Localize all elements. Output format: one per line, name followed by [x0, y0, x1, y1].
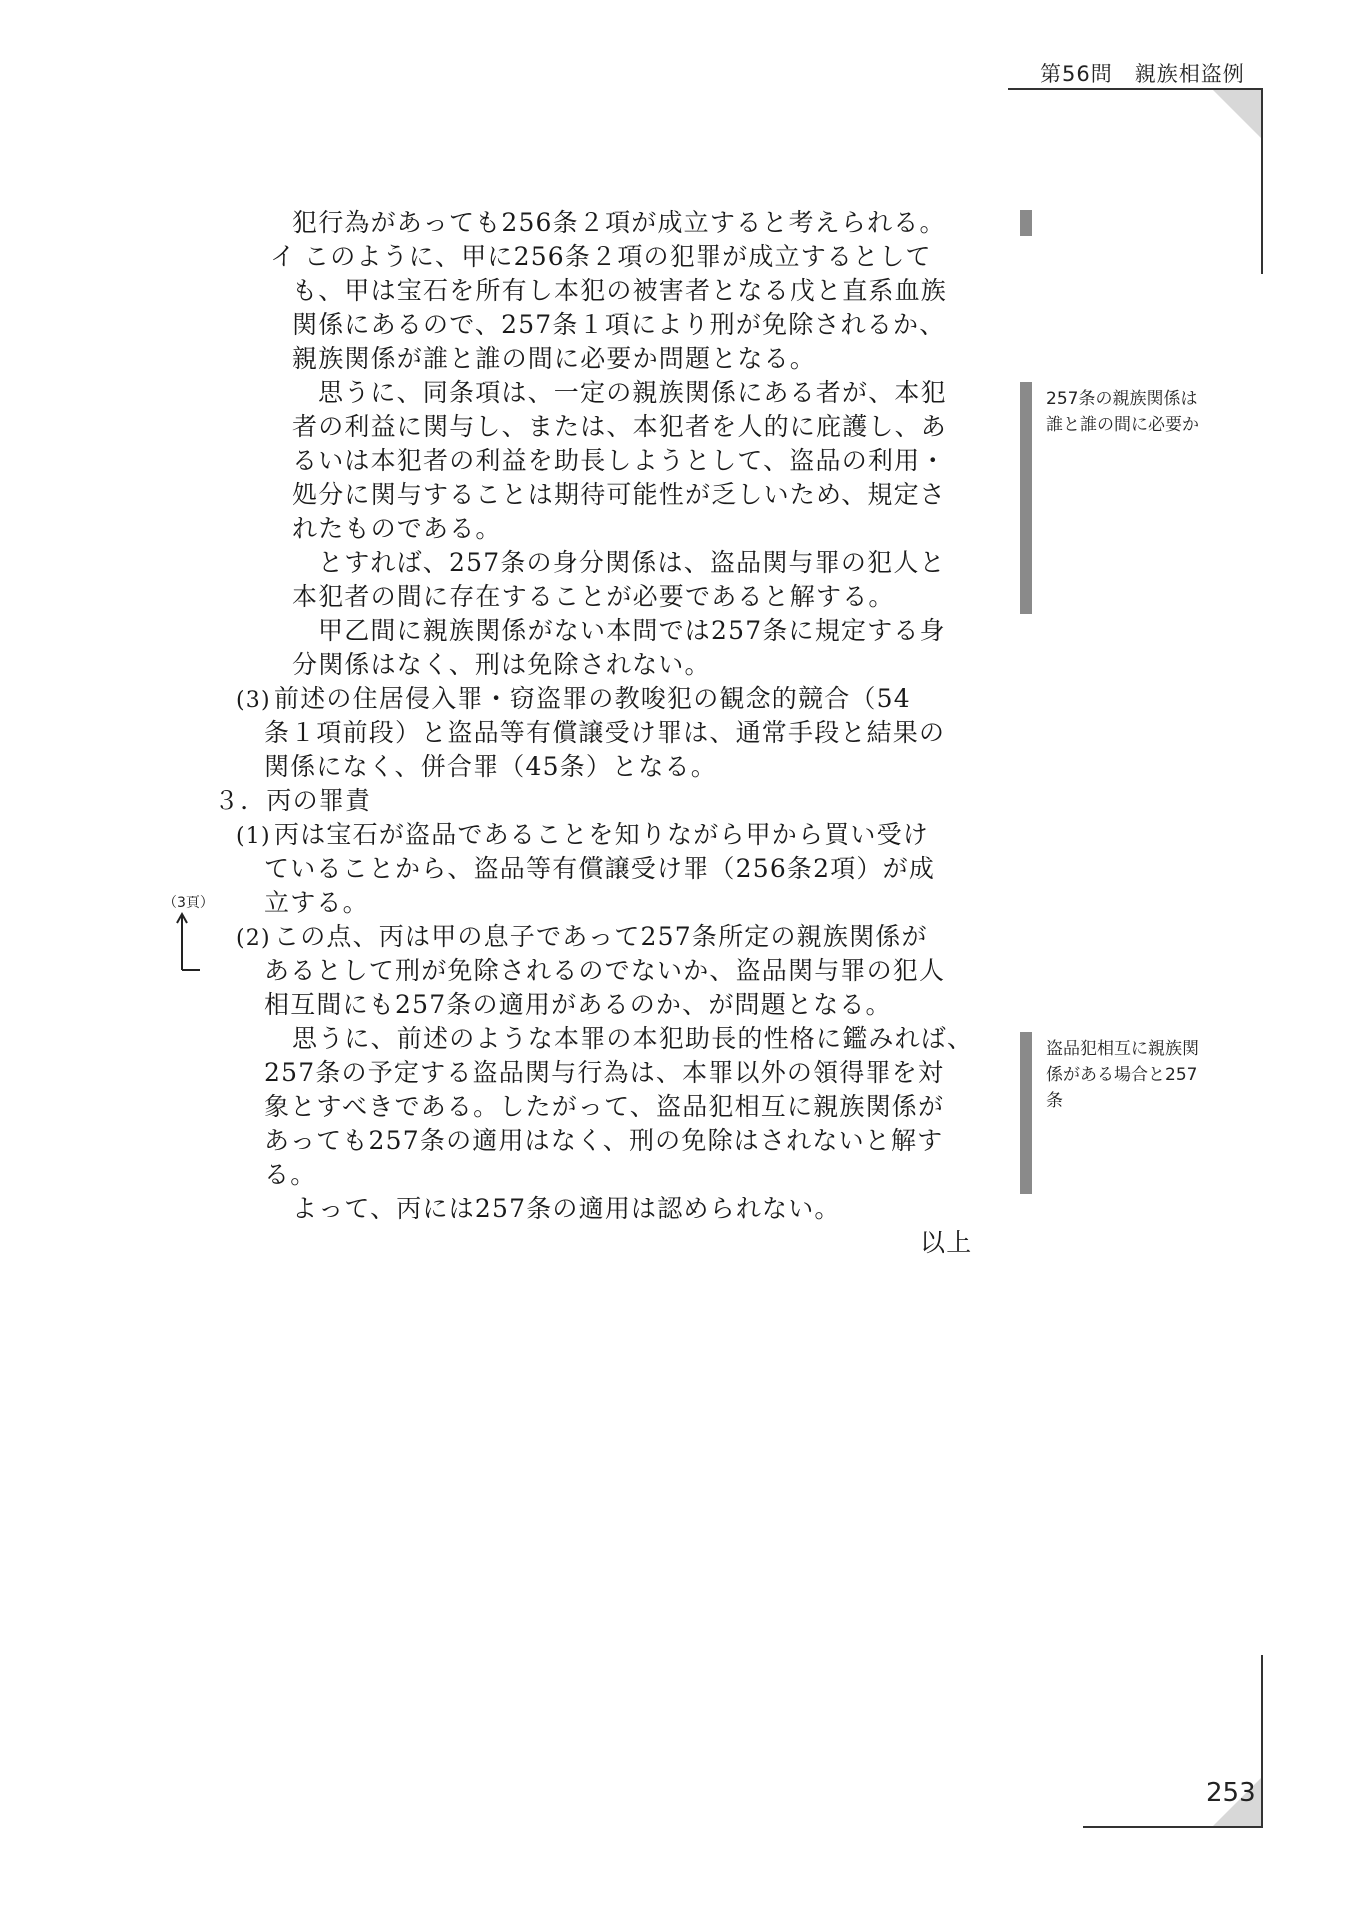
text-line: 思うに、前述のような本罪の本犯助長的性格に鑑みれば、	[292, 1024, 974, 1053]
text-line: 分関係はなく、刑は免除されない。	[292, 650, 711, 679]
text-line: れたものである。	[292, 514, 502, 543]
text-line: あるとして刑が免除されるのでないか、盗品関与罪の犯人	[264, 956, 946, 985]
text-line: 者の利益に関与し、または、本犯者を人的に庇護し、あ	[292, 412, 948, 441]
margin-bar	[1020, 210, 1032, 236]
margin-note-mutual	[1046, 1036, 1199, 1114]
text-line: あっても257条の適用はなく、刑の免除はされないと解す	[264, 1126, 944, 1155]
text-span: 丙は宝石が盗品であることを知りながら甲から買い受け	[274, 820, 930, 849]
reference-arrow-icon	[172, 910, 202, 972]
page-reference-label: （3頁）	[163, 895, 214, 911]
footer-vertical-rule	[1261, 1655, 1263, 1828]
text-line: 相互間にも257条の適用があるのか、が問題となる。	[264, 990, 892, 1019]
text-line: 象とすべきである。したがって、盗品犯相互に親族関係が	[264, 1092, 945, 1121]
text-line: 思うに、同条項は、一定の親族関係にある者が、本犯	[318, 378, 947, 407]
text-line: も、甲は宝石を所有し本犯の被害者となる戊と直系血族	[292, 276, 948, 305]
margin-note-line: 係がある場合と257	[1046, 1065, 1198, 1085]
item-marker: (1)	[236, 824, 271, 849]
item-marker: (2)	[236, 926, 271, 951]
text-line: 本犯者の間に存在することが必要であると解する。	[292, 582, 895, 611]
text-line: 立する。	[264, 888, 369, 917]
text-line	[236, 682, 911, 718]
page-header-title: 第56問 親族相盗例	[1040, 62, 1245, 86]
margin-bar	[1020, 1032, 1032, 1194]
text-line: 処分に関与することは期待可能性が乏しいため、規定さ	[292, 480, 947, 509]
page-number: 253	[1206, 1778, 1256, 1808]
text-span: 前述の住居侵入罪・窃盗罪の教唆犯の観念的競合（54	[274, 684, 911, 713]
text-line: 関係になく、併合罪（45条）となる。	[264, 752, 717, 781]
margin-note-line: 257条の親族関係は	[1046, 389, 1198, 409]
text-line: とすれば、257条の身分関係は、盗品関与罪の犯人と	[318, 548, 946, 577]
item-marker: イ	[270, 242, 297, 271]
text-line: 関係にあるので、257条１項により刑が免除されるか、	[292, 310, 946, 339]
text-line	[236, 920, 928, 956]
text-span: このように、甲に256条２項の犯罪が成立するとして	[304, 242, 932, 271]
item-marker: (3)	[236, 688, 271, 713]
closing-mark: 以上	[920, 1228, 973, 1257]
text-line: 甲乙間に親族関係がない本問では257条に規定する身	[318, 616, 946, 645]
text-span: この点、丙は甲の息子であって257条所定の親族関係が	[274, 922, 928, 951]
corner-triangle-top	[1213, 90, 1261, 138]
margin-note-kinship	[1046, 386, 1199, 438]
text-line: 257条の予定する盗品関与行為は、本罪以外の領得罪を対	[264, 1058, 945, 1087]
text-line: る。	[264, 1160, 317, 1189]
margin-note-line: 盗品犯相互に親族関	[1046, 1039, 1199, 1059]
text-line: よって、丙には257条の適用は認められない。	[292, 1194, 841, 1223]
text-line: るいは本犯者の利益を助長しようとして、盗品の利用・	[292, 446, 947, 475]
text-line: 親族関係が誰と誰の間に必要か問題となる。	[292, 344, 817, 373]
section-heading: ３．丙の罪責	[214, 786, 372, 815]
text-line: 犯行為があっても256条２項が成立すると考えられる。	[292, 208, 946, 237]
footer-rule	[1083, 1826, 1263, 1828]
text-line	[236, 818, 929, 854]
text-line	[270, 240, 932, 274]
text-line: 条１項前段）と盗品等有償譲受け罪は、通常手段と結果の	[264, 718, 946, 747]
margin-note-line: 条	[1046, 1091, 1063, 1111]
margin-note-line: 誰と誰の間に必要か	[1046, 415, 1199, 435]
margin-bar	[1020, 382, 1032, 614]
header-vertical-rule	[1261, 88, 1263, 274]
text-line: ていることから、盗品等有償譲受け罪（256条2項）が成	[264, 854, 936, 883]
